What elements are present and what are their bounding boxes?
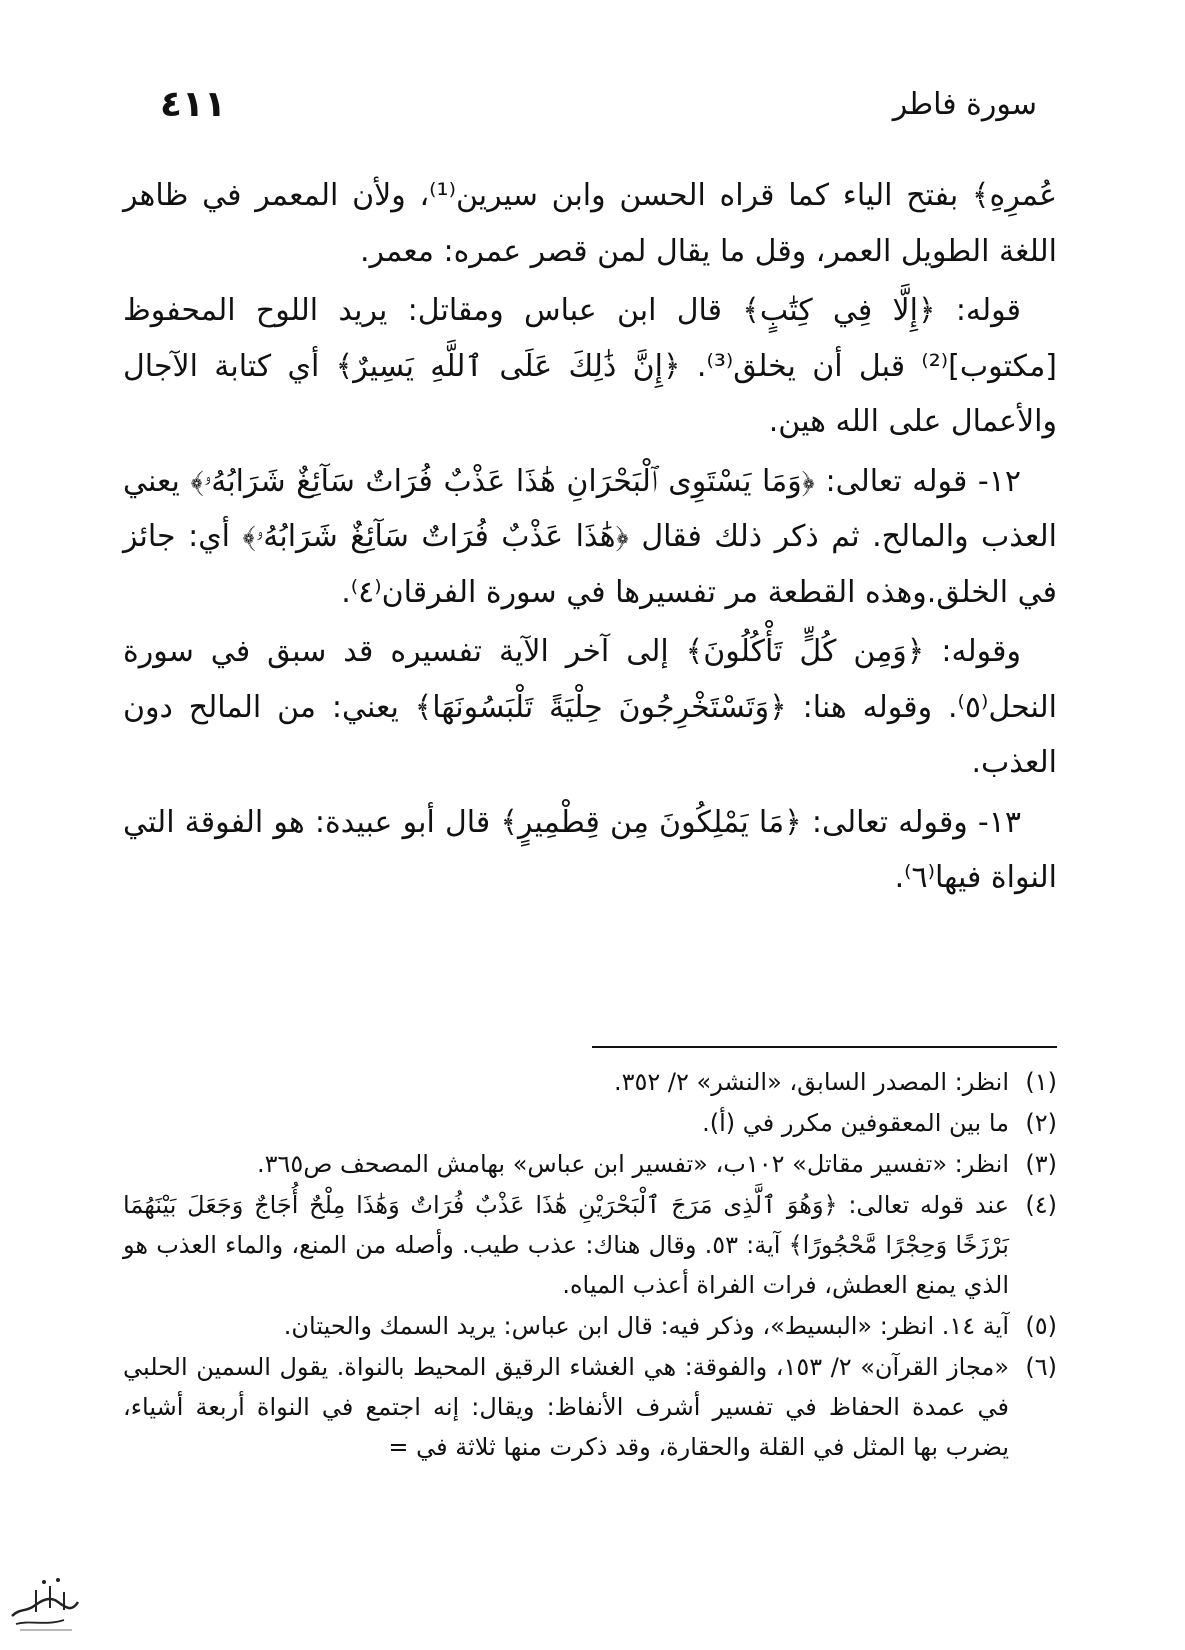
footnote-text: ما بين المعقوفين مكرر في (أ). <box>702 1109 1009 1137</box>
footnote-text: انظر: المصدر السابق، «النشر» ٢/ ٣٥٢. <box>613 1068 1009 1096</box>
footnote-number: (٦) <box>1025 1353 1057 1381</box>
footnote-text: «مجاز القرآن» ٢/ ١٥٣، والفوقة: هي الغشاء الرقيق المحيط بالنواة. يقول السمين الحلبي في عمدة الحفاظ في تفسير أشرف الأنفاظ: ويقال: إنه اجتمع في النواة أربعة أشياء، يضرب بها المثل في القلة والحقارة، وقد ذكرت منها ثلاثة في = <box>123 1353 1010 1461</box>
footnote-number: (١) <box>1025 1068 1057 1096</box>
paragraph: عُمرِهِ﴾ بفتح الياء كما قراه الحسن وابن سيرين⁽¹⁾، ولأن المعمر في ظاهر اللغة الطويل العمر، وقل ما يقال لمن قصر عمره: معمر. <box>123 178 1057 269</box>
paragraph: وقوله: ﴿وَمِن كُلٍّ تَأْكُلُونَ﴾ إلى آخر الآية تفسيره قد سبق في سورة النحل⁽٥⁾. وقوله هنا: ﴿وَتَسْتَخْرِجُونَ حِلْيَةً تَلْبَسُونَهَا﴾ يعني: من المالح دون العذب. <box>123 634 1057 780</box>
paragraph: قوله: ﴿إِلَّا فِي كِتَٰبٍ﴾ قال ابن عباس ومقاتل: يريد اللوح المحفوظ [مكتوب]⁽²⁾ قبل أن يخلق⁽³⁾. ﴿إِنَّ ذَٰلِكَ عَلَى ٱللَّهِ يَسِيرٌ﴾ أي كتابة الآجال والأعمال على الله هين. <box>123 293 1057 439</box>
footnote-separator <box>592 1046 1057 1048</box>
footnote <box>123 1062 1057 1102</box>
footnote <box>123 1185 1057 1305</box>
footnotes <box>123 1062 1057 1468</box>
footnote <box>123 1144 1057 1184</box>
paragraph: ١٣- وقوله تعالى: ﴿مَا يَمْلِكُونَ مِن قِطْمِيرٍ﴾ قال أبو عبيدة: هو الفوقة التي النواة فيها⁽٦⁾. <box>123 804 1057 895</box>
page-number: ٤١١ <box>160 83 226 125</box>
footnote-number: (٢) <box>1025 1109 1057 1137</box>
footnote-number: (٥) <box>1025 1312 1057 1340</box>
footnote-number: (٤) <box>1025 1191 1057 1219</box>
main-text <box>123 168 1057 910</box>
footnote-number: (٣) <box>1025 1150 1057 1178</box>
footnote <box>123 1306 1057 1346</box>
footnote <box>123 1103 1057 1143</box>
paragraph: ١٢- قوله تعالى: ﴿وَمَا يَسْتَوِى ٱلْبَحْرَانِ هَٰذَا عَذْبٌ فُرَاتٌ سَآئِغٌ شَرَابُهُۥ﴾ يعني العذب والمالح. ثم ذكر ذلك فقال ﴿هَٰذَا عَذْبٌ فُرَاتٌ سَآئِغٌ شَرَابُهُۥ﴾ أي: جائز في الخلق.وهذه القطعة مر تفسيرها في سورة الفرقان⁽٤⁾. <box>123 463 1057 610</box>
footnote-text: عند قوله تعالى: ﴿وَهُوَ ٱلَّذِى مَرَجَ ٱلْبَحْرَيْنِ هَٰذَا عَذْبٌ فُرَاتٌ وَهَٰذَا مِلْحٌ أُجَاجٌ وَجَعَلَ بَيْنَهُمَا بَرْزَخًا وَحِجْرًا مَّحْجُورًا﴾ آية: ٥٣. وقال هناك: عذب طيب. وأصله من المنع، والماء العذب هو الذي يمنع العطش، فرات الفراة أعذب المياه. <box>123 1191 1009 1299</box>
footnote-text: انظر: «تفسير مقاتل» ١٠٢ب، «تفسير ابن عباس» بهامش المصحف ص٣٦٥. <box>257 1150 1009 1178</box>
calligraphy-logo-icon <box>6 1572 84 1636</box>
footnote-text: آية ١٤. انظر: «البسيط»، وذكر فيه: قال ابن عباس: يريد السمك والحيتان. <box>283 1312 1009 1340</box>
footnote <box>123 1347 1057 1467</box>
page-header <box>160 78 1037 130</box>
surah-title: سورة فاطر <box>892 86 1037 122</box>
